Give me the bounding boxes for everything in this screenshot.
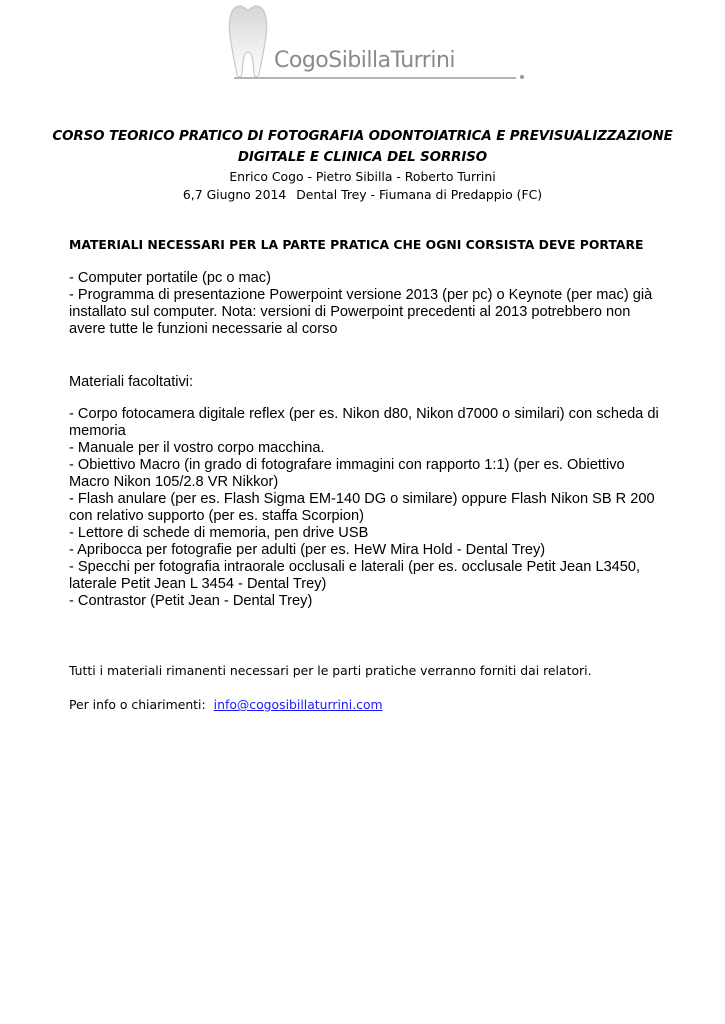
contact-line xyxy=(69,696,689,714)
list-item: - Obiettivo Macro (in grado di fotografare immagini con rapporto 1:1) (per es. Obiettivo Macro Nikon 105/2.8 VR Nikkor) xyxy=(69,457,625,490)
list-item: - Programma di presentazione Powerpoint versione 2013 (per pc) o Keynote (per mac) già installato sul computer. Nota: versioni di Powerpoint precedenti al 2013 potrebbero non avere tutte le funzioni necessarie al corso xyxy=(69,287,653,337)
date-place xyxy=(60,186,665,204)
list-item: - Apribocca per fotografie per adulti (per es. HeW Mira Hold - Dental Trey) xyxy=(69,542,546,558)
closing-note: Tutti i materiali rimanenti necessari per le parti pratiche verranno forniti dai relatori. xyxy=(69,663,592,678)
list-item: - Manuale per il vostro corpo macchina. xyxy=(69,440,325,456)
brand-wordmark: CogoSibillaTurrini xyxy=(274,48,456,73)
list-item: - Corpo fotocamera digitale reflex (per es. Nikon d80, Nikon d7000 o similari) con scheda di memoria xyxy=(69,406,659,439)
list-item: - Flash anulare (per es. Flash Sigma EM-140 DG o similare) oppure Flash Nikon SB R 200 con relativo supporto (per es. staffa Scorpion) xyxy=(69,491,655,524)
tooth-outline-icon xyxy=(226,2,536,92)
page-title xyxy=(40,126,685,168)
title-line-1: CORSO TEORICO PRATICO DI FOTOGRAFIA ODONTOIATRICA E PREVISUALIZZAZIONE xyxy=(52,129,673,144)
list-item: - Contrastor (Petit Jean - Dental Trey) xyxy=(69,593,313,609)
list-item: - Specchi per fotografia intraorale occlusali e laterali (per es. occlusale Petit Jean L3450, laterale Petit Jean L 3454 - Dental Trey) xyxy=(69,559,641,592)
logo xyxy=(226,2,536,92)
list-item: - Computer portatile (pc o mac) xyxy=(69,270,271,286)
section-title: MATERIALI NECESSARI PER LA PARTE PRATICA CHE OGNI CORSISTA DEVE PORTARE xyxy=(69,237,644,252)
course-date: 6,7 Giugno 2014 xyxy=(182,187,287,202)
title-line-2: DIGITALE E CLINICA DEL SORRISO xyxy=(237,150,488,165)
contact-email-link[interactable]: info@cogosibillaturrini.com xyxy=(213,697,383,712)
contact-label: Per info o chiarimenti: xyxy=(69,697,206,712)
course-place: Dental Trey - Fiumana di Predappio (FC) xyxy=(296,187,543,202)
optional-heading: Materiali facoltativi: xyxy=(69,374,194,390)
list-item: - Lettore di schede di memoria, pen drive USB xyxy=(69,525,369,541)
required-materials-list xyxy=(69,270,669,338)
authors: Enrico Cogo - Pietro Sibilla - Roberto Turrini xyxy=(229,169,496,184)
optional-materials-list xyxy=(69,406,669,610)
